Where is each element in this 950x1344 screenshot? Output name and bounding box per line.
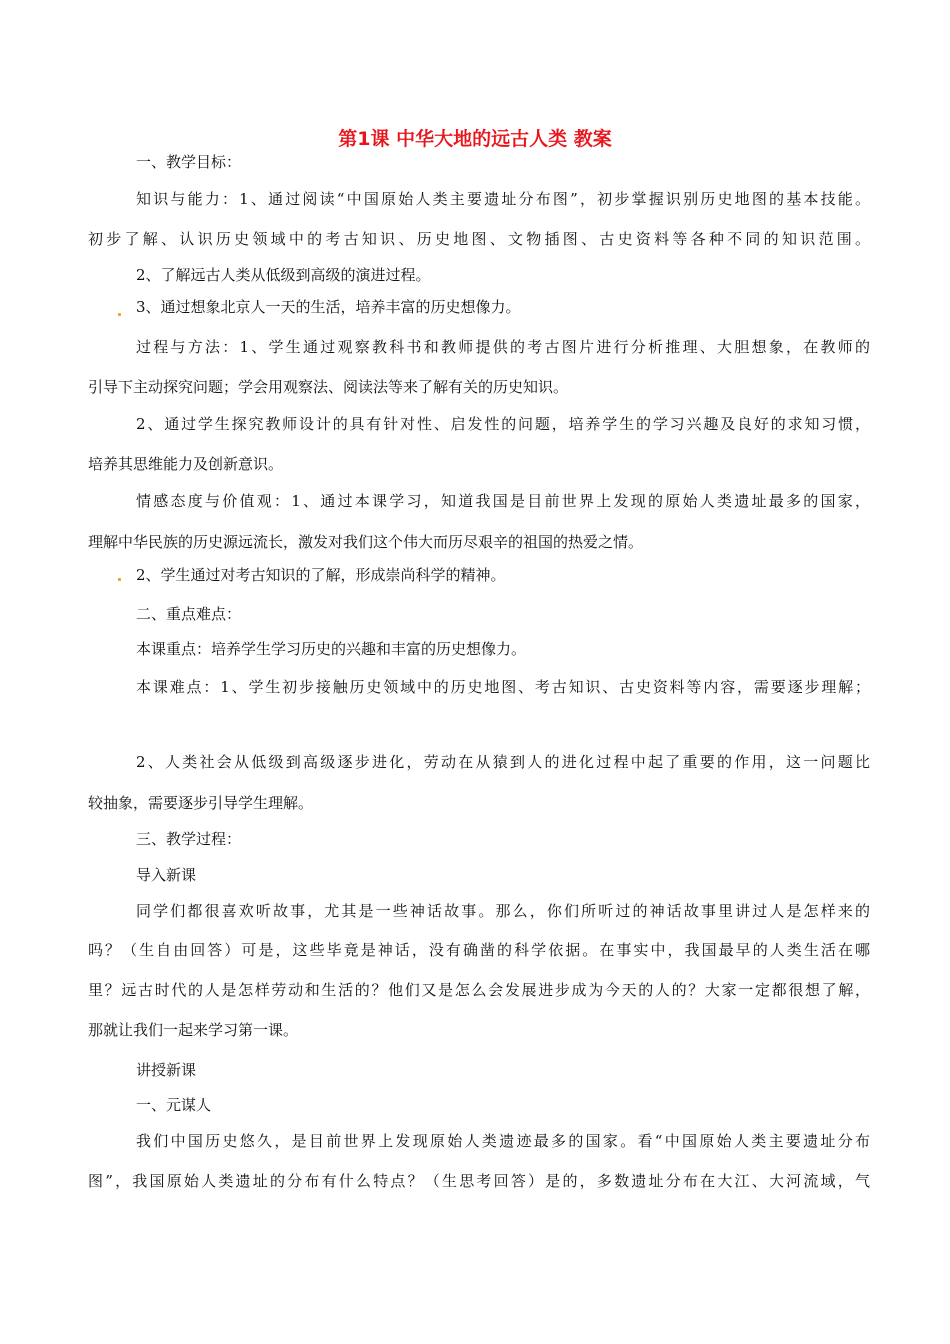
paragraph-line: 2、学生通过对考古知识的了解，形成崇尚科学的精神。 (136, 566, 506, 584)
paragraph-line: 本课重点：培养学生学习历史的兴趣和丰富的历史想像力。 (136, 640, 527, 658)
paragraph-line: 我们中国历史悠久，是目前世界上发现原始人类遗迹最多的国家。看“中国原始人类主要遗址分布 (136, 1132, 870, 1150)
paragraph-line: 初步了解、认识历史领域中的考古知识、历史地图、文物插图、古史资料等各种不同的知识范围。 (88, 230, 870, 248)
lesson-title: 第1课 中华大地的远古人类 教案 (338, 128, 612, 150)
paragraph-line: 理解中华民族的历史源远流长，激发对我们这个伟大而历尽艰辛的祖国的热爱之情。 (88, 533, 644, 551)
section-heading-key-points: 二、重点难点： (136, 605, 242, 623)
paragraph-line: 本课难点：1、学生初步接触历史领域中的历史地图、考古知识、古史资料等内容，需要逐步理解； (136, 678, 870, 696)
paragraph-line: 较抽象，需要逐步引导学生理解。 (88, 794, 314, 812)
paragraph-line: 引导下主动探究问题；学会用观察法、阅读法等来了解有关的历史知识。 (88, 378, 569, 396)
subheading-introduction: 导入新课 (136, 866, 197, 884)
section-heading-yuanmou: 一、元谋人 (136, 1096, 212, 1114)
paragraph-line: 过程与方法：1、学生通过观察教科书和教师提供的考古图片进行分析推理、大胆想象，在教师的 (136, 338, 870, 356)
paragraph-line: 同学们都很喜欢听故事，尤其是一些神话故事。那么，你们所听过的神话故事里讲过人是怎样来的 (136, 902, 870, 920)
paragraph-line: 那就让我们一起来学习第一课。 (88, 1021, 299, 1039)
paragraph-line: 2、了解远古人类从低级到高级的演进过程。 (136, 266, 431, 284)
section-heading-process: 三、教学过程： (136, 830, 242, 848)
paragraph-line: 里？远古时代的人是怎样劳动和生活的？他们又是怎么会发展进步成为今天的人的？大家一定都很想了解， (88, 981, 870, 999)
paragraph-line: 知识与能力：1、通过阅读“中国原始人类主要遗址分布图”，初步掌握识别历史地图的基本技能。 (136, 190, 870, 208)
subheading-new-lesson: 讲授新课 (136, 1061, 197, 1079)
orange-dot-mark (118, 578, 121, 581)
paragraph-line: 3、通过想象北京人一天的生活，培养丰富的历史想像力。 (136, 298, 521, 316)
section-heading-objectives: 一、教学目标： (136, 153, 242, 171)
paragraph-line: 2、通过学生探究教师设计的具有针对性、启发性的问题，培养学生的学习兴趣及良好的求知习惯， (136, 415, 870, 433)
paragraph-line: 吗？（生自由回答）可是，这些毕竟是神话，没有确凿的科学依据。在事实中，我国最早的人类生活在哪 (88, 941, 870, 959)
paragraph-line: 2、人类社会从低级到高级逐步进化，劳动在从猿到人的进化过程中起了重要的作用，这一问题比 (136, 753, 870, 771)
paragraph-line: 情感态度与价值观：1、通过本课学习，知道我国是目前世界上发现的原始人类遗址最多的国家， (136, 492, 870, 510)
orange-dot-mark (118, 313, 121, 316)
paragraph-line: 图”，我国原始人类遗址的分布有什么特点？（生思考回答）是的，多数遗址分布在大江、大河流域，气 (88, 1172, 870, 1190)
paragraph-line: 培养其思维能力及创新意识。 (88, 455, 284, 473)
